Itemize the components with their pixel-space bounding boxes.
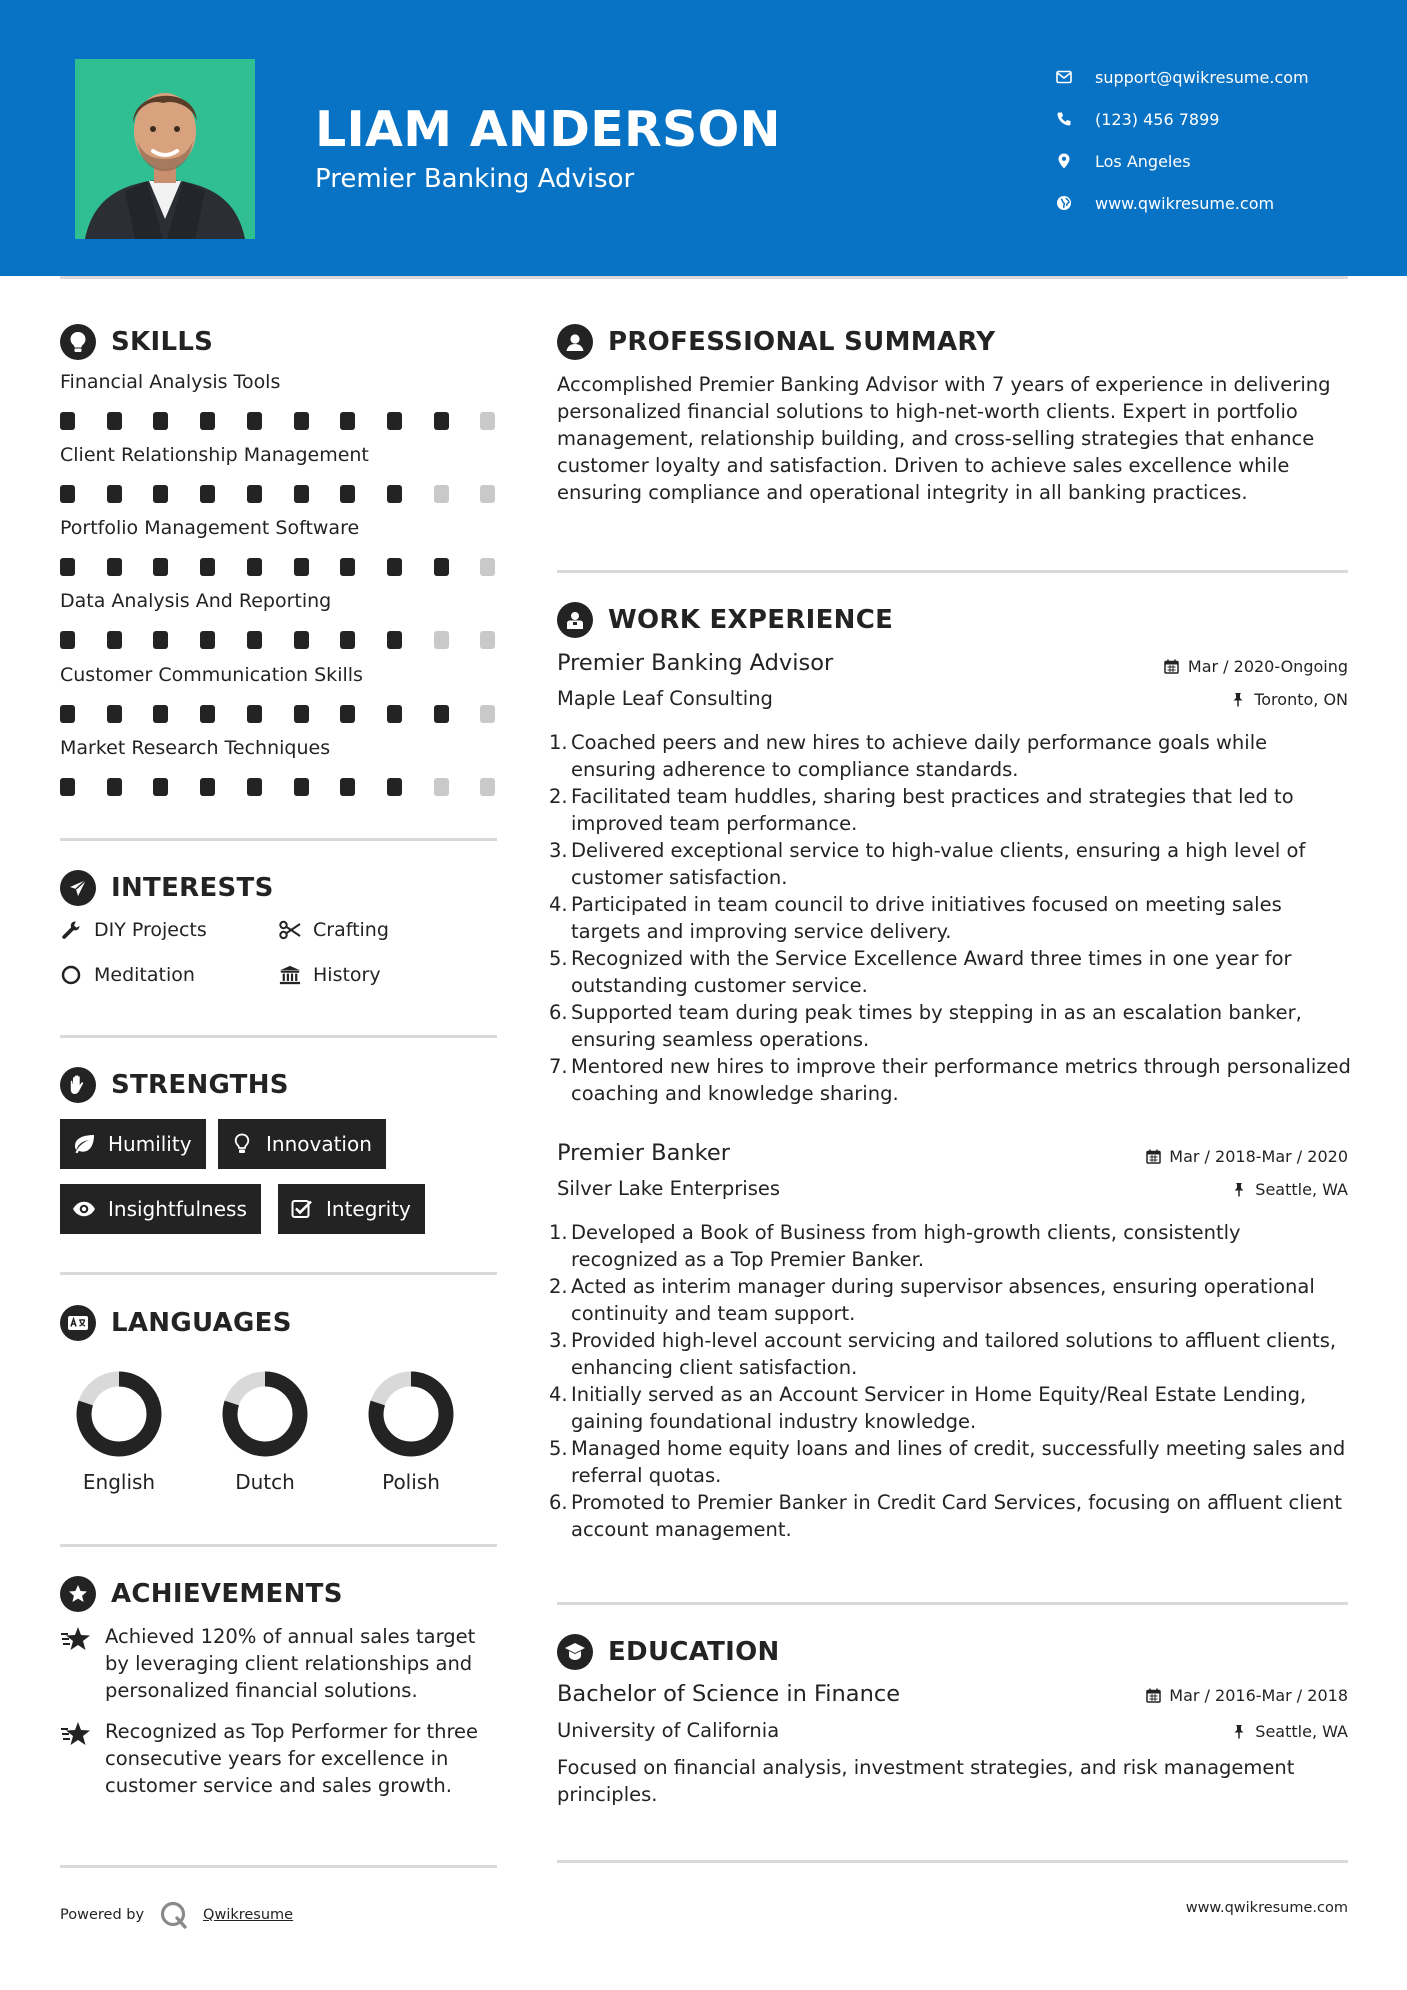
- interests-heading: [60, 870, 274, 906]
- experience-title: WORK EXPERIENCE: [608, 605, 894, 635]
- rating-dot-empty: [480, 778, 495, 796]
- interest-item: [60, 964, 195, 986]
- graduation-icon: [557, 1634, 593, 1670]
- rating-dot-empty: [434, 485, 449, 503]
- bullet-number: 5.: [549, 947, 568, 970]
- interests-title: INTERESTS: [111, 873, 274, 903]
- skill-name: Customer Communication Skills: [60, 664, 363, 686]
- job-bullet: [549, 1435, 1353, 1489]
- skill-name: Portfolio Management Software: [60, 517, 360, 539]
- rating-dot-filled: [107, 485, 122, 503]
- language-donut: [367, 1370, 455, 1458]
- section-divider: [557, 1860, 1348, 1863]
- strength-tag: [60, 1119, 206, 1169]
- bullet-text: Participated in team council to drive initiatives focused on meeting sales targets and improving service delivery.: [571, 893, 1282, 943]
- bullet-number: 7.: [549, 1055, 568, 1078]
- skill-name: Market Research Techniques: [60, 737, 331, 759]
- pushpin-icon: [1231, 1724, 1247, 1740]
- experience-heading: [557, 602, 893, 638]
- footer-website[interactable]: [1186, 1900, 1348, 1916]
- contact-phone-text: (123) 456 7899: [1095, 109, 1220, 129]
- summary-title: PROFESSIONAL SUMMARY: [608, 327, 996, 357]
- interest-item: [279, 919, 389, 941]
- rating-dot-filled: [387, 558, 402, 576]
- rating-dot-filled: [60, 485, 75, 503]
- education-dates-text: Mar / 2016-Mar / 2018: [1169, 1686, 1348, 1705]
- skill-item: [60, 371, 500, 430]
- strength-label: Innovation: [266, 1132, 372, 1156]
- section-divider: [60, 1272, 497, 1275]
- bullet-number: 1.: [549, 1221, 568, 1244]
- rating-dot-empty: [434, 778, 449, 796]
- rating-dot-filled: [60, 412, 75, 430]
- job-company: Maple Leaf Consulting: [557, 687, 773, 710]
- rating-dot-filled: [340, 412, 355, 430]
- bullet-text: Delivered exceptional service to high-value clients, ensuring a high level of customer satisfaction.: [571, 839, 1306, 889]
- section-divider: [60, 838, 497, 841]
- achievements-heading: [60, 1576, 343, 1612]
- circle-icon: [60, 964, 82, 986]
- rating-dot-filled: [340, 705, 355, 723]
- interest-label: Crafting: [313, 919, 389, 941]
- rating-dot-empty: [480, 705, 495, 723]
- rating-dot-filled: [340, 778, 355, 796]
- skill-name: Financial Analysis Tools: [60, 371, 281, 393]
- skill-rating: [60, 558, 500, 576]
- achievement-item: [60, 1718, 500, 1799]
- job-bullets: [549, 1219, 1353, 1543]
- rating-dot-filled: [294, 558, 309, 576]
- skill-name: Data Analysis And Reporting: [60, 590, 332, 612]
- section-divider: [60, 1865, 497, 1868]
- language-name: Dutch: [235, 1470, 295, 1494]
- check-square-icon: [290, 1197, 314, 1221]
- rating-dot-filled: [247, 485, 262, 503]
- contact-website-text: www.qwikresume.com: [1095, 193, 1275, 213]
- skill-item: [60, 444, 500, 503]
- interest-label: Meditation: [94, 964, 195, 986]
- rating-dot-filled: [200, 705, 215, 723]
- bullet-number: 3.: [549, 839, 568, 862]
- job-bullet: [549, 1489, 1353, 1543]
- rating-dot-filled: [153, 705, 168, 723]
- rating-dot-filled: [153, 558, 168, 576]
- leaf-icon: [72, 1132, 96, 1156]
- achievement-text: Achieved 120% of annual sales target by leveraging client relationships and personalized financial solutions.: [105, 1625, 476, 1702]
- rating-dot-filled: [294, 485, 309, 503]
- strength-tag: [60, 1184, 261, 1234]
- briefcase-user-icon: [557, 602, 593, 638]
- education-heading: [557, 1634, 780, 1670]
- rating-dot-filled: [247, 778, 262, 796]
- job-location: [1230, 690, 1348, 709]
- education-school: University of California: [557, 1719, 780, 1742]
- job-bullet: [549, 1327, 1353, 1381]
- strength-label: Humility: [108, 1132, 192, 1156]
- job-location-text: Toronto, ON: [1254, 690, 1348, 709]
- rating-dot-filled: [294, 412, 309, 430]
- rating-dot-filled: [434, 558, 449, 576]
- languages-heading: [60, 1305, 292, 1341]
- skill-rating: [60, 485, 500, 503]
- profile-photo: [75, 59, 255, 239]
- rating-dot-empty: [480, 485, 495, 503]
- bullet-text: Acted as interim manager during supervisor absences, ensuring operational continuity and team support.: [571, 1275, 1315, 1325]
- languages-title: LANGUAGES: [111, 1308, 292, 1338]
- education-dates: [1145, 1686, 1348, 1705]
- job-location: [1231, 1180, 1348, 1199]
- rating-dot-filled: [434, 412, 449, 430]
- strength-label: Insightfulness: [108, 1197, 247, 1221]
- rating-dot-filled: [340, 558, 355, 576]
- strengths-title: STRENGTHS: [111, 1070, 289, 1100]
- education-text: Focused on financial analysis, investment strategies, and risk management principles.: [557, 1756, 1295, 1806]
- job-bullet: [549, 1381, 1353, 1435]
- rating-dot-filled: [107, 705, 122, 723]
- interest-item: [60, 919, 207, 941]
- rating-dot-filled: [60, 631, 75, 649]
- job-dates: [1164, 657, 1348, 676]
- candidate-name: LIAM ANDERSON: [315, 101, 781, 158]
- star-icon: [60, 1625, 92, 1653]
- rating-dot-filled: [107, 558, 122, 576]
- job-dates: [1145, 1147, 1348, 1166]
- rating-dot-filled: [247, 412, 262, 430]
- job-bullets: [549, 729, 1353, 1107]
- job-bullet: [549, 729, 1353, 783]
- strength-tag: [218, 1119, 386, 1169]
- skill-rating: [60, 705, 500, 723]
- envelope-icon: [1055, 68, 1073, 86]
- lightbulb-icon: [230, 1132, 254, 1156]
- candidate-title: Premier Banking Advisor: [315, 164, 635, 194]
- education-title: EDUCATION: [608, 1637, 780, 1667]
- strengths-heading: [60, 1067, 289, 1103]
- footer-website-text: www.qwikresume.com: [1185, 1900, 1348, 1916]
- bullet-number: 4.: [549, 1383, 568, 1406]
- rating-dot-filled: [294, 631, 309, 649]
- achievement-text: Recognized as Top Performer for three consecutive years for excellence in customer service and sales growth.: [105, 1720, 479, 1797]
- skill-rating: [60, 412, 500, 430]
- skill-item: [60, 517, 500, 576]
- job-dates-text: Mar / 2020-Ongoing: [1187, 657, 1348, 676]
- job-bullet: [549, 1053, 1353, 1107]
- rating-dot-filled: [340, 485, 355, 503]
- rating-dot-filled: [107, 631, 122, 649]
- qwikresume-link[interactable]: Qwikresume: [203, 1907, 294, 1923]
- job-bullet: [549, 783, 1353, 837]
- calendar-icon: [1145, 1149, 1161, 1165]
- bullet-number: 4.: [549, 893, 568, 916]
- lightbulb-icon: [60, 324, 96, 360]
- pushpin-icon: [1230, 692, 1246, 708]
- rating-dot-filled: [60, 705, 75, 723]
- rating-dot-filled: [387, 778, 402, 796]
- language-item: [346, 1370, 476, 1494]
- rating-dot-filled: [387, 485, 402, 503]
- language-donut: [75, 1370, 163, 1458]
- language-item: [54, 1370, 184, 1494]
- contact-email-text: support@qwikresume.com: [1095, 67, 1309, 87]
- eye-icon: [72, 1197, 96, 1221]
- job-bullet: [549, 999, 1353, 1053]
- skill-item: [60, 737, 500, 796]
- bullet-text: Recognized with the Service Excellence Award three times in one year for outstanding customer service.: [571, 947, 1292, 997]
- rating-dot-filled: [153, 778, 168, 796]
- skills-title: SKILLS: [111, 327, 214, 357]
- rating-dot-filled: [200, 485, 215, 503]
- rating-dot-empty: [434, 631, 449, 649]
- footer-powered-by: [60, 1900, 293, 1930]
- rating-dot-filled: [107, 778, 122, 796]
- job-bullet: [549, 945, 1353, 999]
- bullet-text: Mentored new hires to improve their performance metrics through personalized coaching and knowledge sharing.: [571, 1055, 1351, 1105]
- rating-dot-empty: [480, 631, 495, 649]
- rating-dot-filled: [247, 631, 262, 649]
- bullet-number: 6.: [549, 1001, 568, 1024]
- contact-list: [1055, 56, 1385, 224]
- bullet-text: Coached peers and new hires to achieve daily performance goals while ensuring adherence to compliance standards.: [571, 731, 1268, 781]
- contact-location: [1055, 140, 1385, 182]
- interest-label: History: [313, 964, 381, 986]
- rating-dot-filled: [340, 631, 355, 649]
- calendar-icon: [1164, 659, 1180, 675]
- skill-item: [60, 590, 500, 649]
- language-name: Polish: [382, 1470, 440, 1494]
- rating-dot-filled: [247, 705, 262, 723]
- strength-label: Integrity: [326, 1197, 411, 1221]
- education-degree: Bachelor of Science in Finance: [557, 1681, 901, 1707]
- language-name: English: [82, 1470, 156, 1494]
- rating-dot-filled: [60, 558, 75, 576]
- section-divider: [60, 1544, 497, 1547]
- scissors-icon: [279, 919, 301, 941]
- pushpin-icon: [1231, 1182, 1247, 1198]
- rating-dot-filled: [200, 412, 215, 430]
- rating-dot-filled: [107, 412, 122, 430]
- education-location: [1231, 1722, 1348, 1741]
- interest-item: [279, 964, 381, 986]
- bullet-text: Supported team during peak times by stepping in as an escalation banker, ensuring seamless operations.: [571, 1001, 1302, 1051]
- achievements-title: ACHIEVEMENTS: [111, 1579, 343, 1609]
- paper-plane-icon: [60, 870, 96, 906]
- rating-dot-filled: [200, 558, 215, 576]
- contact-website[interactable]: [1055, 182, 1385, 224]
- job-bullet: [549, 837, 1353, 891]
- hand-icon: [60, 1067, 96, 1103]
- skill-rating: [60, 631, 500, 649]
- contact-email[interactable]: [1055, 56, 1385, 98]
- bullet-number: 3.: [549, 1329, 568, 1352]
- skill-item: [60, 664, 500, 723]
- summary-heading: [557, 324, 995, 360]
- skill-rating: [60, 778, 500, 796]
- job-bullet: [549, 1219, 1353, 1273]
- language-donut: [221, 1370, 309, 1458]
- globe-icon: [1055, 194, 1073, 212]
- bullet-number: 5.: [549, 1437, 568, 1460]
- bullet-number: 2.: [549, 785, 568, 808]
- section-divider: [60, 1035, 497, 1038]
- summary-text: Accomplished Premier Banking Advisor with 7 years of experience in delivering personalized financial solutions to high-net-worth clients. Expert in portfolio management, relationship building, and cross-selling strategies that enhance customer loyalty and satisfaction. Driven to achieve sales excellence while ensuring compliance and operational integrity in all banking practices.: [557, 373, 1331, 504]
- job-dates-text: Mar / 2018-Mar / 2020: [1169, 1147, 1348, 1166]
- user-icon: [557, 324, 593, 360]
- star-icon: [60, 1720, 92, 1748]
- language-icon: [60, 1305, 96, 1341]
- rating-dot-filled: [200, 778, 215, 796]
- bullet-number: 2.: [549, 1275, 568, 1298]
- phone-icon: [1055, 110, 1073, 128]
- job-location-text: Seattle, WA: [1255, 1180, 1348, 1199]
- wrench-icon: [60, 919, 82, 941]
- rating-dot-filled: [434, 705, 449, 723]
- skill-name: Client Relationship Management: [60, 444, 369, 466]
- job-bullet: [549, 1273, 1353, 1327]
- rating-dot-filled: [153, 412, 168, 430]
- bullet-text: Promoted to Premier Banker in Credit Card Services, focusing on affluent client account management.: [571, 1491, 1343, 1541]
- powered-by-label: Powered by: [60, 1907, 145, 1923]
- institution-icon: [279, 964, 301, 986]
- rating-dot-empty: [480, 412, 495, 430]
- interest-label: DIY Projects: [94, 919, 207, 941]
- strength-tag: [278, 1184, 425, 1234]
- contact-location-text: Los Angeles: [1095, 151, 1191, 171]
- bullet-number: 6.: [549, 1491, 568, 1514]
- bullet-text: Facilitated team huddles, sharing best practices and strategies that led to improved team performance.: [571, 785, 1294, 835]
- skills-heading: [60, 324, 213, 360]
- rating-dot-filled: [387, 412, 402, 430]
- star-badge-icon: [60, 1576, 96, 1612]
- bullet-text: Managed home equity loans and lines of credit, successfully meeting sales and referral quotas.: [571, 1437, 1346, 1487]
- job-company: Silver Lake Enterprises: [557, 1177, 781, 1200]
- rating-dot-filled: [153, 485, 168, 503]
- job-bullet: [549, 891, 1353, 945]
- header-divider: [60, 276, 1348, 279]
- bullet-text: Developed a Book of Business from high-growth clients, consistently recognized as a Top Premier Banker.: [571, 1221, 1241, 1271]
- rating-dot-filled: [153, 631, 168, 649]
- map-pin-icon: [1055, 152, 1073, 170]
- contact-phone[interactable]: [1055, 98, 1385, 140]
- achievement-item: [60, 1623, 500, 1704]
- bullet-text: Initially served as an Account Servicer in Home Equity/Real Estate Lending, gaining foundational industry knowledge.: [571, 1383, 1307, 1433]
- qwikresume-logo-icon: [159, 1900, 189, 1930]
- profile-photo-illustration: [75, 59, 255, 239]
- job-title: Premier Banker: [557, 1140, 730, 1166]
- rating-dot-filled: [200, 631, 215, 649]
- calendar-icon: [1145, 1688, 1161, 1704]
- rating-dot-filled: [387, 631, 402, 649]
- section-divider: [557, 570, 1348, 573]
- bullet-text: Provided high-level account servicing and tailored solutions to affluent clients, enhancing client satisfaction.: [571, 1329, 1337, 1379]
- rating-dot-filled: [387, 705, 402, 723]
- language-item: [200, 1370, 330, 1494]
- section-divider: [557, 1602, 1348, 1605]
- rating-dot-filled: [294, 705, 309, 723]
- education-location-text: Seattle, WA: [1255, 1722, 1348, 1741]
- rating-dot-filled: [294, 778, 309, 796]
- rating-dot-filled: [247, 558, 262, 576]
- rating-dot-empty: [480, 558, 495, 576]
- job-title: Premier Banking Advisor: [557, 650, 834, 676]
- resume-header: [0, 0, 1407, 276]
- rating-dot-filled: [60, 778, 75, 796]
- bullet-number: 1.: [549, 731, 568, 754]
